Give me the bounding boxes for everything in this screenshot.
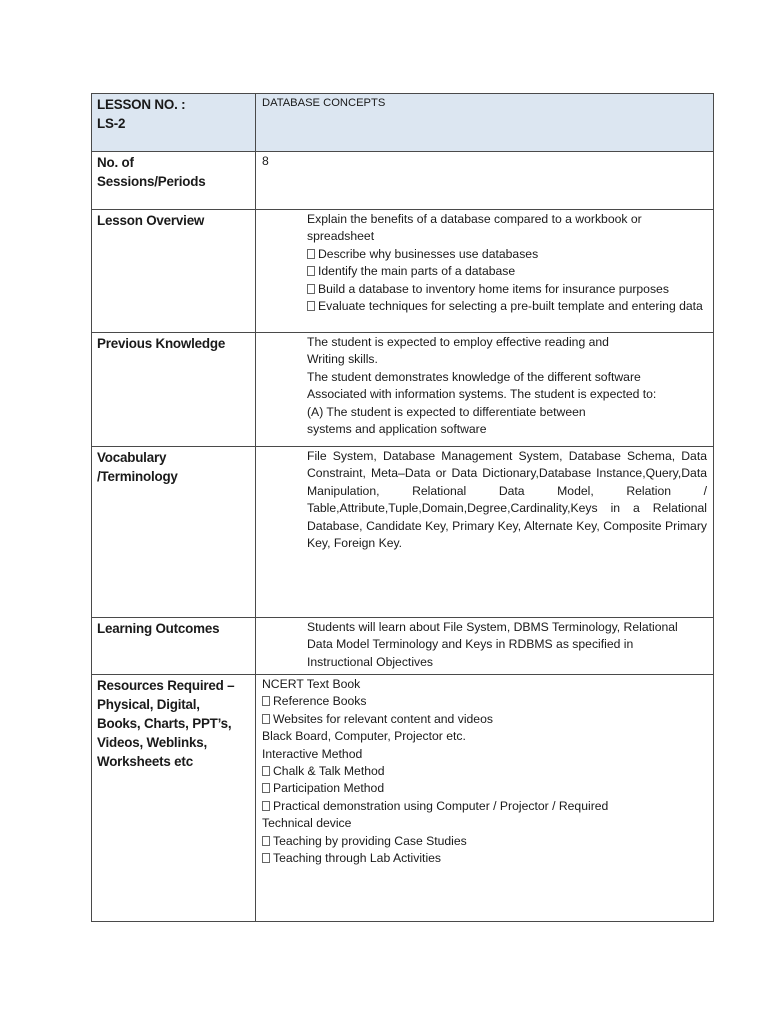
resource-item	[262, 711, 707, 728]
learning-outcomes-row	[92, 618, 714, 675]
resources-label-line: Resources Required –	[97, 678, 235, 693]
resource-item	[262, 746, 707, 763]
previous-line: systems and application software	[307, 422, 487, 437]
lesson-title: DATABASE CONCEPTS	[262, 97, 386, 109]
sessions-row	[92, 152, 714, 210]
sessions-label	[92, 152, 256, 210]
vocabulary-text: File System, Database Management System, Database Schema, Data Constraint, Meta–Data or Data Dictionary,Database Instance,Query,Data Manipulation, Relational Data Model, Relation / Table,Attribute,Tuple,Domain,Degree,Cardinality,Keys in a Relational Database, Candidate Key, Primary Key, Alternate Key, Composite Primary Key, Foreign Key.	[307, 449, 707, 551]
bullet-glyph-icon	[307, 301, 315, 311]
resource-item-text: Reference Books	[273, 694, 367, 709]
bullet-glyph-icon	[262, 714, 270, 724]
bullet-glyph-icon	[262, 766, 270, 776]
previous-knowledge-row	[92, 333, 714, 447]
resource-item-text: Interactive Method	[262, 746, 363, 761]
resources-label-line: Physical, Digital,	[97, 697, 200, 712]
overview-item: Describe why businesses use databases	[307, 246, 707, 263]
previous-line: Associated with information systems. The student is expected to:	[307, 387, 657, 402]
lesson-plan-table	[91, 93, 714, 922]
resource-item	[262, 850, 707, 867]
vocabulary-label-line2: /Terminology	[97, 469, 178, 484]
learning-line: Data Model Terminology and Keys in RDBMS as specified in	[307, 637, 634, 652]
resources-label-line: Videos, Weblinks,	[97, 735, 207, 750]
resource-item-text: Websites for relevant content and videos	[273, 711, 493, 726]
learning-outcomes-cell	[256, 618, 714, 675]
learning-outcomes-label	[92, 618, 256, 675]
resource-item	[262, 763, 707, 780]
overview-content	[262, 211, 707, 315]
previous-line: (A) The student is expected to differentiate between	[307, 404, 586, 419]
sessions-value-cell	[256, 152, 714, 210]
overview-label-text: Lesson Overview	[97, 213, 205, 228]
resources-row	[92, 675, 714, 922]
previous-knowledge-label	[92, 333, 256, 447]
lesson-row	[92, 94, 714, 152]
resource-item-text: Participation Method	[273, 781, 385, 796]
lesson-title-cell	[256, 94, 714, 152]
resource-item	[262, 798, 707, 815]
overview-item: Build a database to inventory home items for insurance purposes	[307, 281, 707, 298]
learning-line: Instructional Objectives	[307, 654, 433, 669]
sessions-label-line1: No. of	[97, 155, 134, 170]
sessions-value: 8	[262, 154, 269, 168]
bullet-glyph-icon	[262, 836, 270, 846]
resource-item-text: Black Board, Computer, Projector etc.	[262, 729, 466, 744]
resource-item	[262, 833, 707, 850]
previous-knowledge-content	[262, 334, 707, 438]
previous-knowledge-cell	[256, 333, 714, 447]
resource-item	[262, 728, 707, 745]
bullet-glyph-icon	[262, 696, 270, 706]
resource-item-text: Teaching by providing Case Studies	[273, 833, 467, 848]
resources-cell	[256, 675, 714, 922]
learning-outcomes-content	[262, 619, 707, 671]
learning-outcomes-label-text: Learning Outcomes	[97, 621, 220, 636]
lesson-label	[92, 94, 256, 152]
previous-line: Writing skills.	[307, 352, 378, 367]
lesson-number: LS-2	[97, 116, 126, 131]
resource-item	[262, 780, 707, 797]
resource-item-text: Teaching through Lab Activities	[273, 851, 442, 866]
lesson-label-line1: LESSON NO. :	[97, 97, 186, 112]
bullet-glyph-icon	[307, 249, 315, 259]
overview-cell	[256, 210, 714, 333]
bullet-glyph-icon	[307, 266, 315, 276]
resources-list	[262, 676, 707, 867]
resources-label-line: Books, Charts, PPT’s,	[97, 716, 232, 731]
bullet-glyph-icon	[262, 801, 270, 811]
vocabulary-cell	[256, 447, 714, 618]
resources-label-line: Worksheets etc	[97, 754, 193, 769]
previous-line: The student is expected to employ effective reading and	[307, 335, 609, 349]
resources-label	[92, 675, 256, 922]
overview-label	[92, 210, 256, 333]
resource-item-text: Practical demonstration using Computer / Projector / Required	[273, 798, 609, 813]
previous-knowledge-label-text: Previous Knowledge	[97, 336, 226, 351]
resource-item	[262, 815, 707, 832]
learning-line: Students will learn about File System, DBMS Terminology, Relational	[307, 620, 678, 634]
resource-item-text: Chalk & Talk Method	[273, 764, 385, 779]
resource-item	[262, 693, 707, 710]
bullet-glyph-icon	[262, 783, 270, 793]
vocabulary-label-line1: Vocabulary	[97, 450, 167, 465]
vocabulary-row	[92, 447, 714, 618]
overview-intro: Explain the benefits of a database compared to a workbook or spreadsheet	[307, 212, 642, 244]
sessions-label-line2: Sessions/Periods	[97, 174, 206, 189]
bullet-glyph-icon	[307, 284, 315, 294]
vocabulary-label	[92, 447, 256, 618]
overview-item: Evaluate techniques for selecting a pre-built template and entering data	[307, 298, 707, 315]
resource-item-text: Technical device	[262, 816, 352, 831]
bullet-glyph-icon	[262, 853, 270, 863]
resource-item-text: NCERT Text Book	[262, 677, 361, 691]
resource-item	[262, 676, 707, 693]
previous-line: The student demonstrates knowledge of the different software	[307, 369, 641, 384]
overview-item: Identify the main parts of a database	[307, 263, 707, 280]
overview-row	[92, 210, 714, 333]
